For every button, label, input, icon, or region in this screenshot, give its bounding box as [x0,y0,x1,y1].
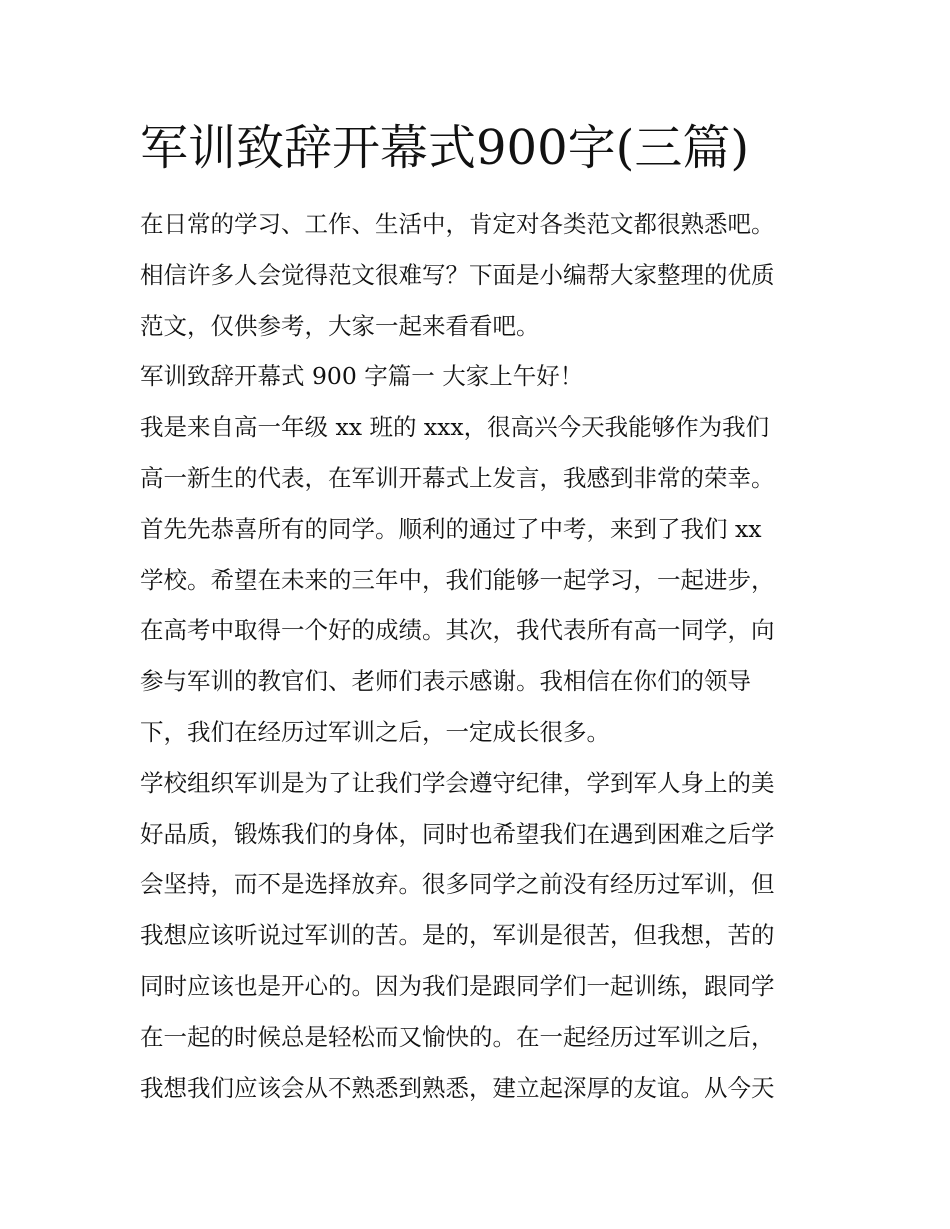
body-line: 同时应该也是开心的。因为我们是跟同学们一起训练，跟同学 [140,971,775,1000]
body-line: 我是来自高一年级 xx 班的 xxx，很高兴今天我能够作为我们 [140,413,770,442]
body-line: 会坚持，而不是选择放弃。很多同学之前没有经历过军训，但 [140,870,775,899]
body-line: 我想我们应该会从不熟悉到熟悉，建立起深厚的友谊。从今天 [140,1073,775,1102]
body-line: 在高考中取得一个好的成绩。其次，我代表所有高一同学，向 [140,616,775,645]
body-line: 下，我们在经历过军训之后，一定成长很多。 [140,717,610,746]
body-line: 学校。希望在未来的三年中，我们能够一起学习，一起进步， [140,565,775,594]
body-line: 首先先恭喜所有的同学。顺利的通过了中考，来到了我们 xx [140,514,762,543]
document-body [140,199,820,1113]
body-line: 学校组织军训是为了让我们学会遵守纪律，学到军人身上的美 [140,768,775,797]
body-line: 在一起的时候总是轻松而又愉快的。在一起经历过军训之后， [140,1022,775,1051]
body-line: 我想应该听说过军训的苦。是的，军训是很苦，但我想，苦的 [140,921,775,950]
section-heading-line: 军训致辞开幕式 900 字篇一 大家上午好！ [140,362,584,391]
body-line: 高一新生的代表，在军训开幕式上发言，我感到非常的荣幸。 [140,463,775,492]
body-line: 参与军训的教官们、老师们表示感谢。我相信在你们的领导 [140,667,751,696]
body-line: 好品质，锻炼我们的身体，同时也希望我们在遇到困难之后学 [140,819,775,848]
body-line: 范文，仅供参考，大家一起来看看吧。 [140,311,540,340]
body-line: 在日常的学习、工作、生活中，肯定对各类范文都很熟悉吧。 [140,210,775,238]
document-title: 军训致辞开幕式900字(三篇) [140,120,750,176]
body-line: 相信许多人会觉得范文很难写？下面是小编帮大家整理的优质 [140,260,775,289]
